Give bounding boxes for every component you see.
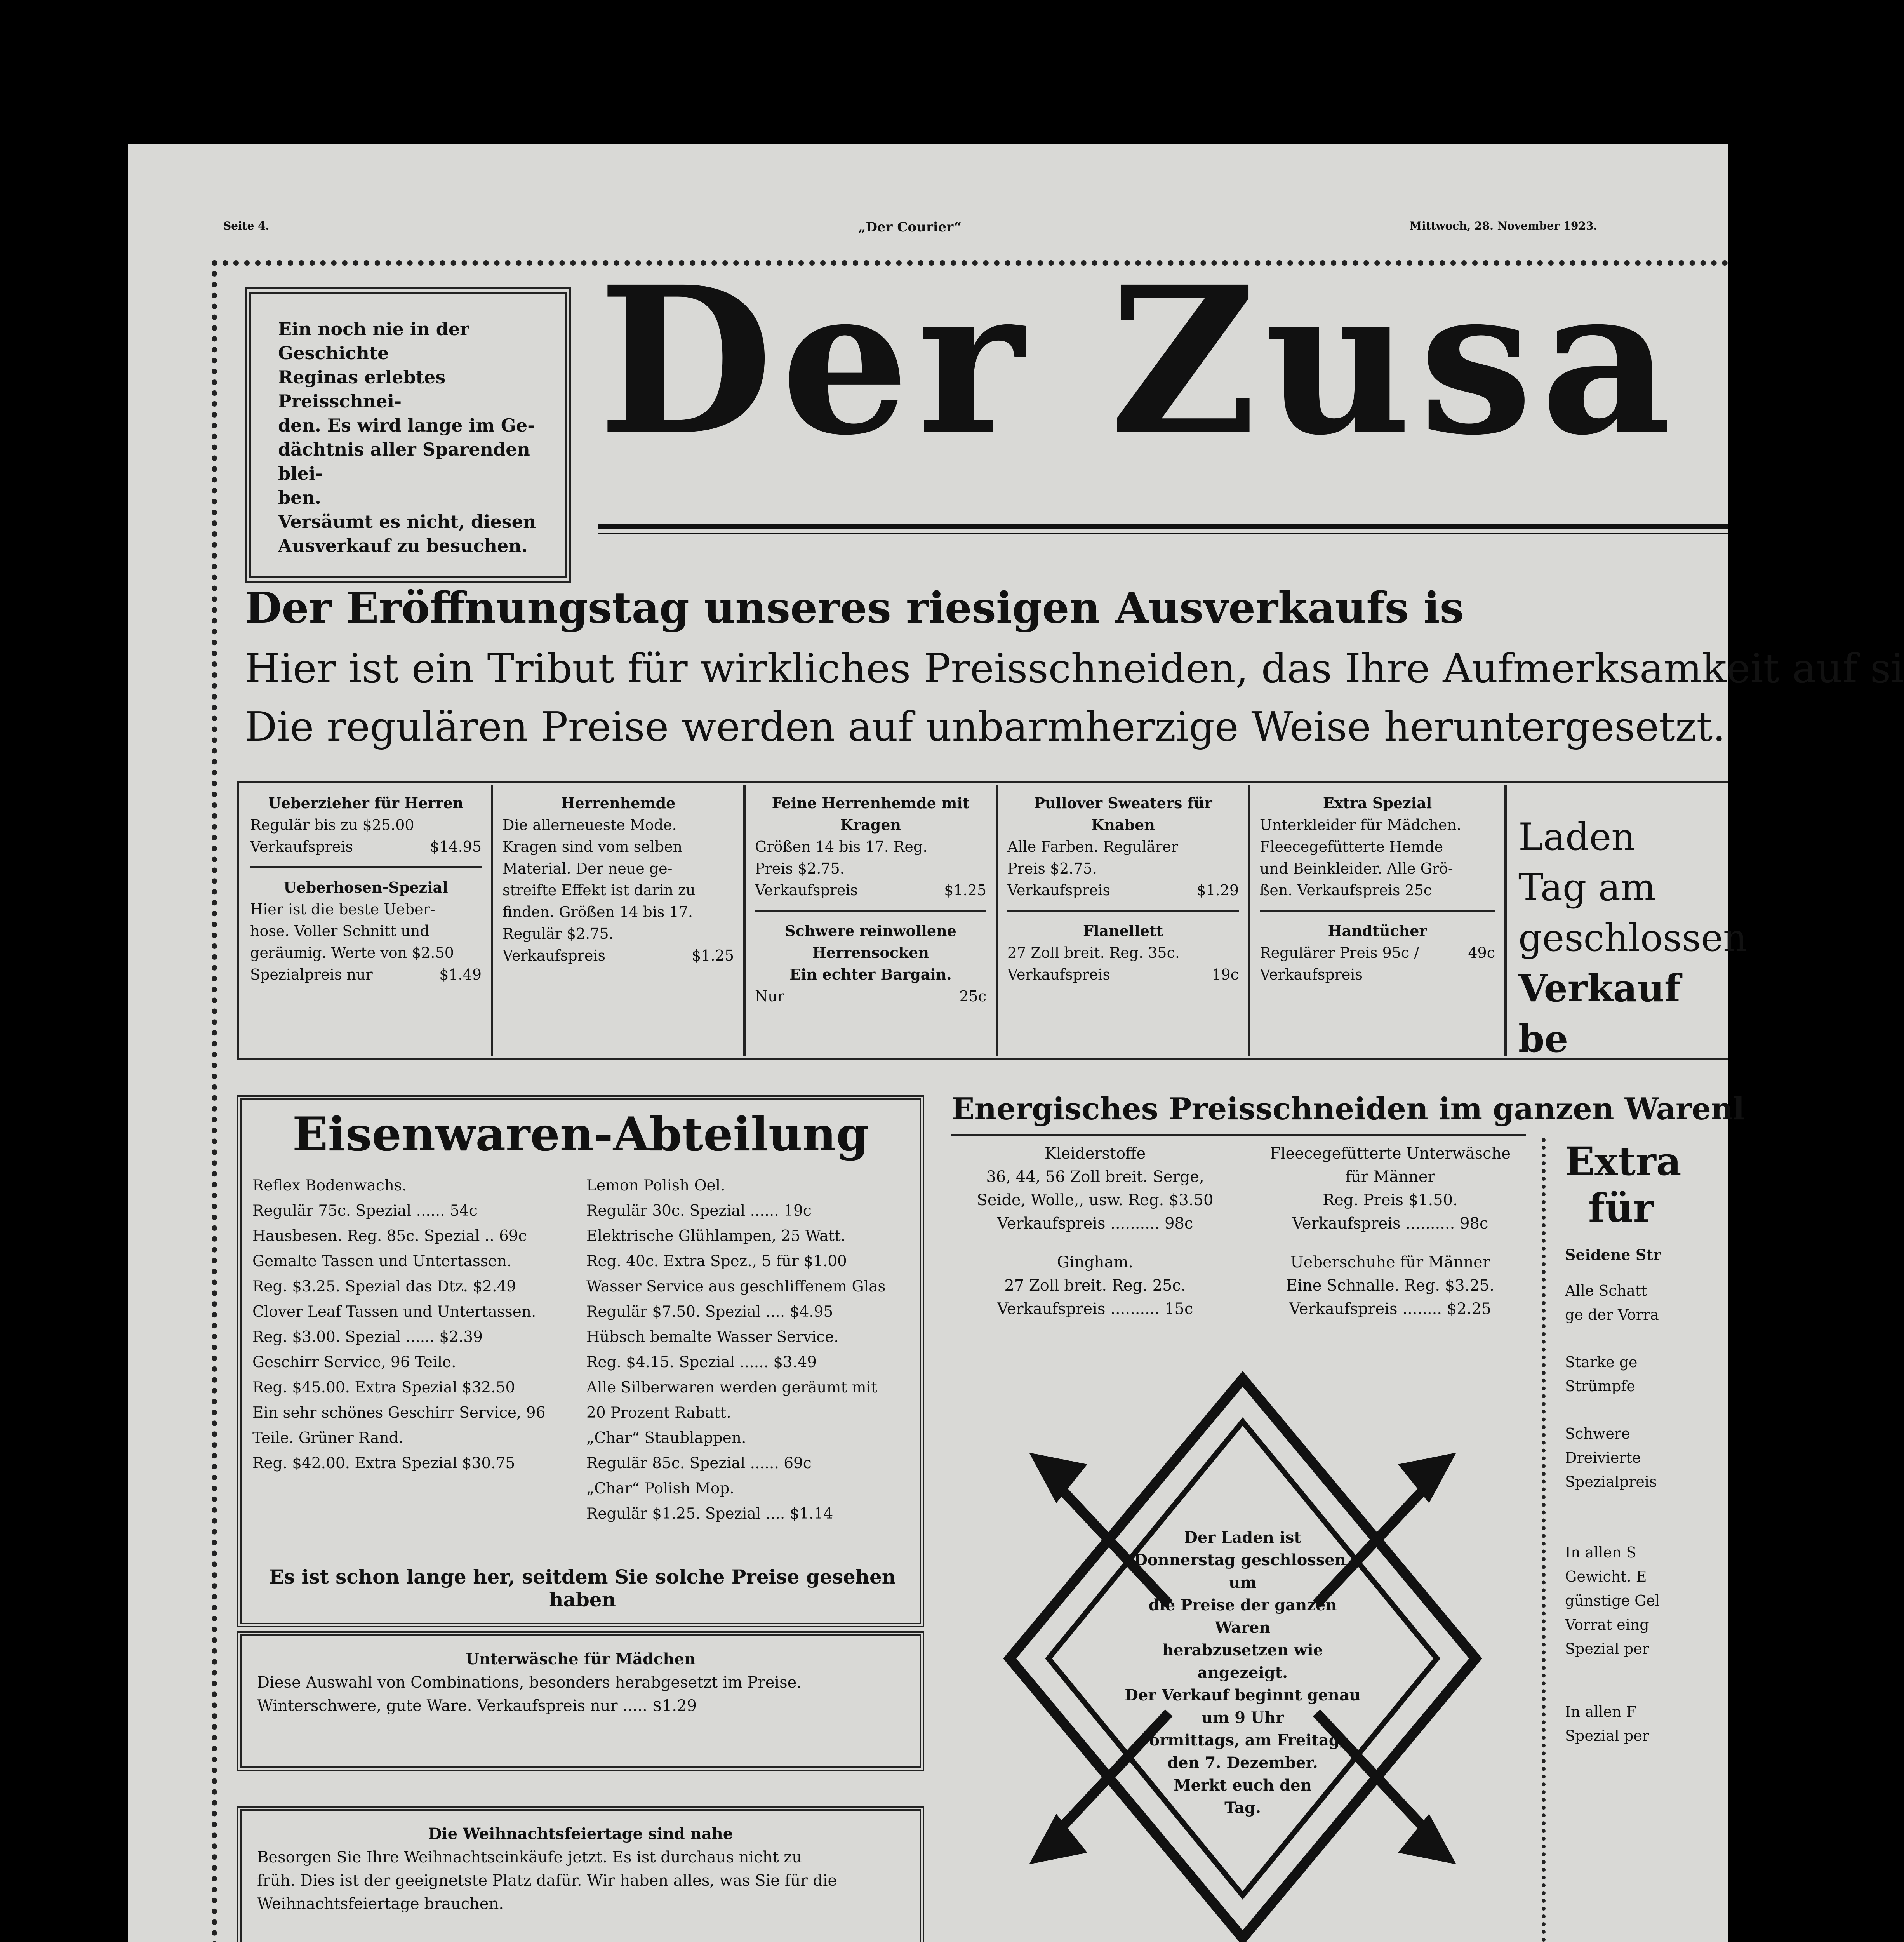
item-line: Hausbesen. Reg. 85c. Spezial .. 69c <box>252 1227 527 1245</box>
hardware-right <box>586 1173 916 1526</box>
box-title: Unterwäsche für Mädchen <box>465 1650 696 1668</box>
diamond-line: Tag. <box>1224 1799 1261 1817</box>
price-row <box>503 945 734 966</box>
box-line: Diese Auswahl von Combinations, besonders herabgesetzt im Preise. <box>257 1674 802 1691</box>
item-line: Reg. 40c. Extra Spez., 5 für $1.00 <box>586 1253 847 1270</box>
energy-right <box>1250 1142 1530 1321</box>
item-line: Teile. Grüner Rand. <box>252 1429 404 1447</box>
item-line: 27 Zoll breit. Reg. 25c. <box>1004 1277 1186 1295</box>
title-rule <box>598 524 1728 534</box>
extra-line: Starke ge <box>1565 1354 1638 1371</box>
diamond-line: die Preise der ganzen Waren <box>1148 1596 1337 1637</box>
diamond-text <box>1122 1526 1363 1819</box>
extra-line: Gewicht. E <box>1565 1568 1647 1585</box>
item-line: Seide, Wolle,, usw. Reg. $3.50 <box>977 1191 1214 1209</box>
item-line: Reg. $3.25. Spezial das Dtz. $2.49 <box>252 1278 516 1295</box>
issue-date: Mittwoch, 28. November 1923. <box>1410 219 1598 232</box>
price-value: $1.25 <box>692 947 734 964</box>
item-line: Reflex Bodenwachs. <box>252 1177 407 1194</box>
column-title: Extra Spezial <box>1323 794 1432 812</box>
extra-line: Spezial per <box>1565 1727 1649 1744</box>
extra-line: In allen S <box>1565 1544 1636 1561</box>
box-line: Weihnachtsfeiertage brauchen. <box>257 1895 504 1913</box>
item-line: Regulär $7.50. Spezial .... $4.95 <box>586 1303 833 1321</box>
column-line: Regulär bis zu $25.00 <box>250 816 414 834</box>
hardware-left <box>252 1173 575 1476</box>
item-line: Reg. $42.00. Extra Spezial $30.75 <box>252 1455 515 1472</box>
price-value: $14.95 <box>430 838 482 855</box>
notice-line: Ausverkauf zu besuchen. <box>278 535 528 556</box>
price-value: 19c <box>1212 966 1239 983</box>
item-line: Clover Leaf Tassen und Untertassen. <box>252 1303 536 1321</box>
item-line: Ein sehr schönes Geschirr Service, 96 <box>252 1404 546 1422</box>
box-title: Die Weihnachtsfeiertage sind nahe <box>428 1825 733 1843</box>
notice-line: Versäumt es nicht, diesen <box>278 511 536 532</box>
item-line: Reg. $4.15. Spezial ...... $3.49 <box>586 1354 817 1371</box>
notice-line: dächtnis aller Sparenden blei- <box>278 439 530 484</box>
diamond-line: den 7. Dezember. <box>1167 1754 1318 1772</box>
hardware-title: Eisenwaren-Abteilung <box>292 1107 869 1162</box>
price-row <box>1007 964 1239 985</box>
extra-line: Seidene Str <box>1565 1246 1661 1263</box>
column-line: Hier ist die beste Ueber- <box>250 901 435 918</box>
price-value: 25c <box>959 988 986 1005</box>
price-row <box>1007 879 1239 901</box>
column-title: Handtücher <box>1328 922 1427 940</box>
price-label: Verkaufspreis <box>503 947 605 964</box>
column-line: ßen. Verkaufspreis 25c <box>1260 882 1432 899</box>
item-line: Verkaufspreis .......... 98c <box>997 1215 1193 1232</box>
diamond-line: vormittags, am Freitag, <box>1140 1731 1345 1749</box>
item-line: 36, 44, 56 Zoll breit. Serge, <box>986 1168 1204 1186</box>
item-line: Verkaufspreis .......... 98c <box>1292 1215 1488 1232</box>
column-title: Pullover Sweaters für Knaben <box>1034 794 1212 834</box>
price-value: $1.29 <box>1196 882 1239 899</box>
column-title: Ueberhosen-Spezial <box>283 879 448 896</box>
headline-line-2: Hier ist ein Tribut für wirkliches Preisschneiden, das Ihre Aufmerksamkeit auf si <box>245 645 1904 692</box>
price-row <box>250 836 482 858</box>
diamond-line: Der Laden ist <box>1184 1528 1301 1547</box>
item-line: Reg. $45.00. Extra Spezial $32.50 <box>252 1379 515 1396</box>
notice-line: Reginas erlebtes Preisschnei- <box>278 367 446 412</box>
box-line: Besorgen Sie Ihre Weihnachtseinkäufe jetzt. Es ist durchaus nicht zu <box>257 1848 802 1866</box>
energy-rule <box>951 1134 1526 1136</box>
column-line: Die allerneueste Mode. <box>503 816 677 834</box>
column-line: Preis $2.75. <box>755 860 845 877</box>
extra-line: In allen F <box>1565 1703 1636 1720</box>
divider <box>755 910 986 912</box>
column-line: Kragen sind vom selben <box>503 838 682 855</box>
product-column <box>998 785 1250 1056</box>
column-line: hose. Voller Schnitt und <box>250 922 429 940</box>
extra-line: ge der Vorra <box>1565 1306 1659 1323</box>
girls-underwear-box <box>237 1631 924 1771</box>
column-line: finden. Größen 14 bis 17. <box>503 903 693 921</box>
extra-line: Schwere <box>1565 1425 1630 1442</box>
divider <box>1260 910 1495 912</box>
column-line: Material. Der neue ge- <box>503 860 673 877</box>
item-line: Kleiderstoffe <box>1044 1145 1146 1162</box>
item-line: für Männer <box>1345 1168 1435 1186</box>
box-line: früh. Dies ist der geeignetste Platz dafür. Wir haben alles, was Sie für die <box>257 1872 837 1890</box>
newspaper-name: „Der Courier“ <box>858 219 962 235</box>
notice-box <box>245 287 571 583</box>
price-value: $1.49 <box>439 966 482 983</box>
item-line: „Char“ Polish Mop. <box>586 1480 734 1497</box>
closed-line: Verkauf be <box>1518 966 1681 1061</box>
item-line: Alle Silberwaren werden geräumt mit <box>586 1379 877 1396</box>
price-label: Verkaufspreis <box>1007 966 1110 983</box>
price-label: Verkaufspreis <box>250 838 353 855</box>
page-number: Seite 4. <box>223 219 270 232</box>
price-value: $1.25 <box>944 882 986 899</box>
price-row <box>755 879 986 901</box>
spacer <box>959 1235 1231 1251</box>
diamond-line: Merkt euch den <box>1174 1776 1312 1794</box>
diamond-line: Donnerstag geschlossen, um <box>1134 1551 1351 1592</box>
extra-line: Alle Schatt <box>1565 1282 1647 1299</box>
item-line: Hübsch bemalte Wasser Service. <box>586 1328 839 1346</box>
column-line: Größen 14 bis 17. Reg. <box>755 838 928 855</box>
product-column <box>493 785 746 1056</box>
column-line: geräumig. Werte von $2.50 <box>250 944 454 961</box>
extra-line: günstige Gel <box>1565 1592 1660 1609</box>
closed-line: Tag am <box>1518 866 1656 909</box>
item-line: Verkaufspreis ........ $2.25 <box>1289 1300 1492 1318</box>
item-line: Regulär 85c. Spezial ...... 69c <box>586 1455 812 1472</box>
closed-line: geschlossen <box>1518 916 1747 960</box>
diamond-line: Der Verkauf beginnt genau um 9 Uhr <box>1125 1686 1361 1727</box>
item-line: Elektrische Glühlampen, 25 Watt. <box>586 1227 846 1245</box>
price-label: Nur <box>755 988 784 1005</box>
item-line: Ueberschuhe für Männer <box>1290 1253 1490 1271</box>
column-line: Alle Farben. Regulärer <box>1007 838 1178 855</box>
extra-line: Strümpfe <box>1565 1378 1635 1395</box>
spacer <box>1250 1235 1530 1251</box>
diamond-line: herabzusetzen wie angezeigt. <box>1162 1641 1323 1682</box>
closed-line: Laden <box>1518 815 1636 859</box>
item-line: Regulär 30c. Spezial ...... 19c <box>586 1202 812 1220</box>
price-row <box>250 964 482 985</box>
product-column <box>241 785 493 1056</box>
notice-line: ben. <box>278 487 321 508</box>
product-column <box>1250 785 1507 1056</box>
column-title: Feine Herrenhemde mit Kragen <box>772 794 970 834</box>
item-line: Geschirr Service, 96 Teile. <box>252 1354 456 1371</box>
column-line: Ein echter Bargain. <box>789 966 952 983</box>
item-line: Fleecegefütterte Unterwäsche <box>1270 1145 1511 1162</box>
price-row <box>755 985 986 1007</box>
product-column <box>746 785 998 1056</box>
extra-line: Spezial per <box>1565 1640 1649 1657</box>
item-line: Eine Schnalle. Reg. $3.25. <box>1286 1277 1495 1295</box>
item-line: Regulär 75c. Spezial ...... 54c <box>252 1202 478 1220</box>
column-line: 27 Zoll breit. Reg. 35c. <box>1007 944 1180 961</box>
extra-line: Dreivierte <box>1565 1449 1641 1466</box>
extra-column <box>1565 1138 1728 1942</box>
price-row <box>1260 942 1495 985</box>
price-label: Spezialpreis nur <box>250 966 373 983</box>
christmas-box <box>237 1806 924 1942</box>
divider <box>1007 910 1239 912</box>
extra-line: Vorrat eing <box>1565 1616 1649 1633</box>
extra-divider <box>1542 1138 1546 1942</box>
item-line: Reg. Preis $1.50. <box>1323 1191 1458 1209</box>
divider <box>250 866 482 868</box>
item-line: Reg. $3.00. Spezial ...... $2.39 <box>252 1328 483 1346</box>
column-line: Unterkleider für Mädchen. <box>1260 816 1461 834</box>
item-line: Regulär $1.25. Spezial .... $1.14 <box>586 1505 833 1523</box>
item-line: 20 Prozent Rabatt. <box>586 1404 731 1422</box>
column-line: Preis $2.75. <box>1007 860 1097 877</box>
hardware-footer: Es ist schon lange her, seitdem Sie solche Preise gesehen haben <box>269 1565 896 1611</box>
column-line: Fleecegefütterte Hemde <box>1260 838 1443 855</box>
item-line: Lemon Polish Oel. <box>586 1177 725 1194</box>
energy-title: Energisches Preisschneiden im ganzen Warenl <box>951 1091 1745 1127</box>
item-line: „Char“ Staublappen. <box>586 1429 746 1447</box>
column-line: Regulär $2.75. <box>503 925 614 942</box>
extra-title: Extra <box>1565 1138 1681 1184</box>
notice-line: den. Es wird lange im Ge- <box>278 415 535 436</box>
item-line: Wasser Service aus geschliffenem Glas <box>586 1278 886 1295</box>
column-title: Herrenhemde <box>561 794 676 812</box>
column-title: Schwere reinwollene Herrensocken <box>785 922 956 961</box>
extra-line: Spezialpreis <box>1565 1473 1657 1490</box>
column-line: streifte Effekt ist darin zu <box>503 882 696 899</box>
item-line: Gemalte Tassen und Untertassen. <box>252 1253 512 1270</box>
notice-line: Ein noch nie in der Geschichte <box>278 318 469 364</box>
ad-title: Der Zusa <box>598 242 1680 480</box>
column-title: Ueberzieher für Herren <box>268 794 464 812</box>
price-label: Regulärer Preis 95c / Verkaufspreis <box>1260 944 1419 983</box>
item-line: Gingham. <box>1057 1253 1134 1271</box>
closed-notice <box>1518 812 1747 1064</box>
price-label: Verkaufspreis <box>755 882 858 899</box>
price-label: Verkaufspreis <box>1007 882 1110 899</box>
price-value: 49c <box>1468 944 1495 961</box>
box-line: Winterschwere, gute Ware. Verkaufspreis nur ..... $1.29 <box>257 1697 697 1715</box>
column-line: und Beinkleider. Alle Grö- <box>1260 860 1453 877</box>
column-title: Flanellett <box>1083 922 1163 940</box>
newspaper-page <box>128 144 1904 1942</box>
headline-line-1: Der Eröffnungstag unseres riesigen Ausverkaufs is <box>245 583 1464 633</box>
item-line: Verkaufspreis .......... 15c <box>997 1300 1193 1318</box>
headline-line-3: Die regulären Preise werden auf unbarmherzige Weise heruntergesetzt. <box>245 703 1726 750</box>
extra-title: für <box>1588 1185 1654 1231</box>
energy-left <box>959 1142 1231 1321</box>
